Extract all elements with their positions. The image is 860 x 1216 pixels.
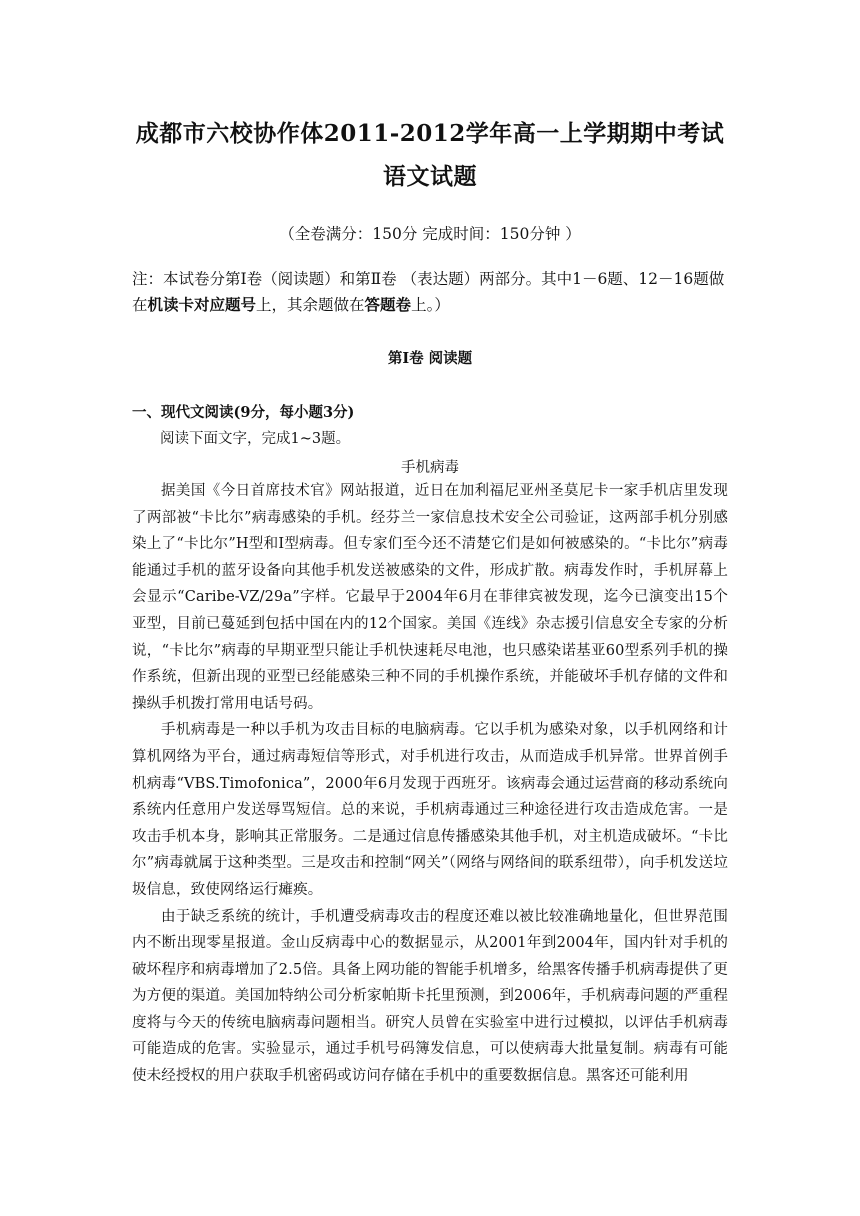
passage-title: 手机病毒 [401, 460, 459, 476]
exam-note [132, 266, 728, 318]
note-text-2: 上，其余题做在 [256, 296, 365, 314]
passage-body [132, 478, 728, 1090]
note-text-3: 上。） [411, 296, 450, 314]
note-text-1: 注：本试卷分第Ⅰ卷（阅读题）和第Ⅱ卷 （表达题）两部分。其中1－6题、12－16题做在 [132, 270, 725, 314]
score-info: （全卷满分：150分 完成时间：150分钟 ） [279, 225, 581, 243]
subsection-title: 一、现代文阅读(9分，每小题3分) [132, 404, 355, 421]
paragraph: 手机病毒是一种以手机为攻击目标的电脑病毒。它以手机为感染对象，以手机网络和计算机网络为平台，通过病毒短信等形式，对手机进行攻击，从而造成手机异常。世界首例手机病毒“VBS.Timofonica”，2000年6月发现于西班牙。该病毒会通过运营商的移动系统向系统内任意用户发送辱骂短信。总的来说，手机病毒通过三种途径进行攻击造成危害。一是攻击手机本身，影响其正常服务。二是通过信息传播感染其他手机，对主机造成破坏。“卡比尔”病毒就属于这种类型。三是攻击和控制“网关”（网络与网络间的联系纽带），向手机发送垃圾信息，致使网络运行瘫痪。 [132, 722, 728, 898]
reading-instruction: 阅读下面文字，完成1~3题。 [160, 431, 351, 447]
section-title: 第Ⅰ卷 阅读题 [387, 350, 473, 367]
paragraph: 据美国《今日首席技术官》网站报道，近日在加利福尼亚州圣莫尼卡一家手机店里发现了两部被“卡比尔”病毒感染的手机。经芬兰一家信息技术安全公司验证，这两部手机分别感染上了“卡比尔”H型和Ⅰ型病毒。但专家们至今还不清楚它们是如何被感染的。“卡比尔”病毒能通过手机的蓝牙设备向其他手机发送被感染的文件，形成扩散。病毒发作时，手机屏幕上会显示“Caribe-VZ/29a”字样。它最早于2004年6月在菲律宾被发现，迄今已演变出15个亚型，目前已蔓延到包括中国在内的12个国家。美国《连线》杂志援引信息安全专家的分析说，“卡比尔”病毒的早期亚型只能让手机快速耗尽电池，也只感染诺基亚60型系列手机的操作系统，但新出现的亚型已经能感染三种不同的手机操作系统，并能破坏手机存储的文件和操纵手机拨打常用电话号码。 [132, 483, 728, 712]
note-bold-1: 机读卡对应题号 [147, 295, 257, 314]
exam-subtitle: 语文试题 [383, 163, 477, 190]
exam-title: 成都市六校协作体2011-2012学年高一上学期期中考试 [135, 120, 725, 147]
paragraph: 由于缺乏系统的统计，手机遭受病毒攻击的程度还难以被比较准确地量化，但世界范围内不断出现零星报道。金山反病毒中心的数据显示，从2001年到2004年，国内针对手机的破坏程序和病毒增加了2.5倍。具备上网功能的智能手机增多，给黑客传播手机病毒提供了更为方便的渠道。美国加特纳公司分析家帕斯卡托里预测，到2006年，手机病毒问题的严重程度将与今天的传统电脑病毒问题相当。研究人员曾在实验室中进行过模拟，以评估手机病毒可能造成的危害。实验显示，通过手机号码簿发信息，可以使病毒大批量复制。病毒有可能使未经授权的用户获取手机密码或访问存储在手机中的重要数据信息。黑客还可能利用 [132, 908, 728, 1085]
note-bold-2: 答题卷 [364, 295, 412, 314]
